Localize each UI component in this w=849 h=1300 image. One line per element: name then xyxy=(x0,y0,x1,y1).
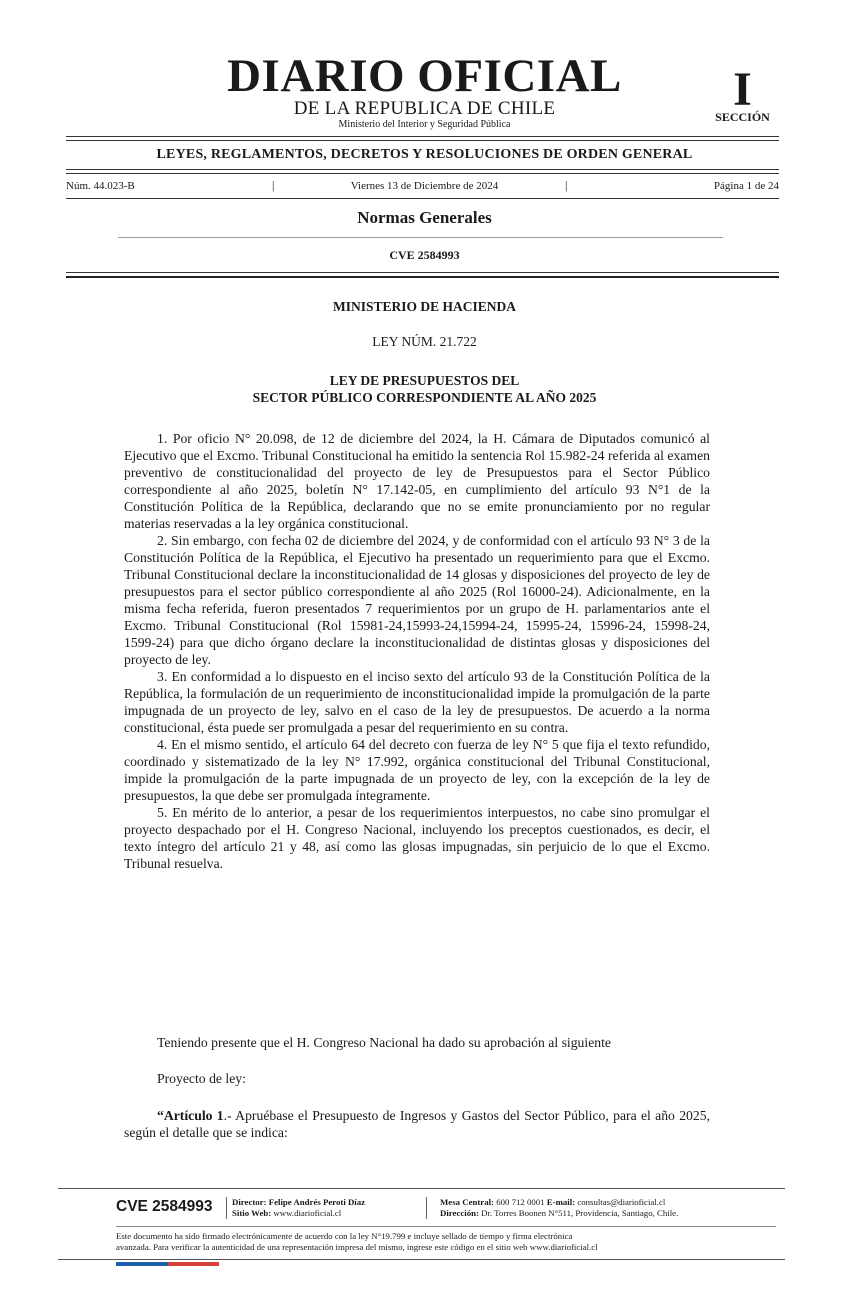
footer-director-block xyxy=(232,1197,365,1219)
divider xyxy=(66,169,779,170)
signature-note-line: avanzada. Para verificar la autenticidad de una representación impresa del mismo, ingrese este código en el sitio web www.diarioficial.cl xyxy=(116,1242,598,1252)
meta-separator: | xyxy=(272,178,275,192)
email-link[interactable]: consultas@diarioficial.cl xyxy=(577,1197,666,1207)
paragraph: 1. Por oficio N° 20.098, de 12 de diciembre del 2024, la H. Cámara de Diputados comunicó al Ejecutivo que el Excmo. Tribunal Constitucional ha emitido la sentencia Rol 15.982-24 referida al examen preventivo de constitucionalidad del proyecto de ley de Presupuestos para el Sector Público correspondiente al año 2025, boletín N° 17.142-05, en cumplimiento del artículo 93 N°1 de la Constitución Política de la República, declarando que no se emite pronunciamiento por no regular materias reservadas a la ley orgánica constitucional. xyxy=(124,431,710,531)
page-indicator: Página 1 de 24 xyxy=(713,180,779,192)
approval-text: Teniendo presente que el H. Congreso Nacional ha dado su aprobación al siguiente xyxy=(157,1035,612,1050)
email-label: E-mail: xyxy=(546,1197,576,1207)
footer-divider xyxy=(58,1188,785,1189)
cve-header: CVE 2584993 xyxy=(389,248,460,262)
section-bar-title: LEYES, REGLAMENTOS, DECRETOS Y RESOLUCIONES DE ORDEN GENERAL xyxy=(156,147,693,162)
issuing-ministry: MINISTERIO DE HACIENDA xyxy=(332,299,517,314)
article-1 xyxy=(124,1107,710,1141)
law-number: LEY NÚM. 21.722 xyxy=(372,334,477,349)
signature-note-line: Este documento ha sido firmado electrónicamente de acuerdo con la ley N°19.799 e incluye sellado de tiempo y firma electrónica xyxy=(116,1231,573,1241)
footer-divider xyxy=(58,1259,785,1260)
director-name: Felipe Andrés Peroti Díaz xyxy=(268,1197,366,1207)
address-label: Dirección: xyxy=(440,1208,479,1218)
phone-number: 600 712 0001 xyxy=(496,1197,545,1207)
signature-note xyxy=(116,1231,598,1253)
section-indicator xyxy=(700,63,785,125)
divider xyxy=(66,272,779,273)
divider xyxy=(118,237,723,238)
divider xyxy=(66,136,779,137)
divider xyxy=(66,198,779,199)
section-number: I xyxy=(733,63,752,116)
flag-stripe-blue xyxy=(116,1262,168,1266)
director-label: Director: xyxy=(232,1197,267,1207)
footer-cve: CVE 2584993 xyxy=(116,1198,213,1215)
divider xyxy=(66,276,779,278)
article-label: “Artículo 1 xyxy=(157,1108,224,1123)
address-text: Dr. Torres Boonen N°511, Providencia, Santiago, Chile. xyxy=(481,1208,679,1218)
mesa-label: Mesa Central: xyxy=(440,1197,494,1207)
document-body xyxy=(124,430,710,872)
masthead-ministry: Ministerio del Interior y Seguridad Pública xyxy=(338,119,511,130)
divider xyxy=(66,173,779,174)
category-title: Normas Generales xyxy=(357,208,492,227)
paragraph: 5. En mérito de lo anterior, a pesar de los requerimientos interpuestos, no cabe sino promulgar el proyecto despachado por el H. Congreso Nacional, incluyendo los preceptos cuestionados, es decir, el texto íntegro del artículo 21 y 48, así como las glosas impugnadas, sin perjuicio de lo que el Excmo. Tribunal resuelva. xyxy=(124,805,710,871)
project-label: Proyecto de ley: xyxy=(157,1071,246,1086)
meta-separator: | xyxy=(565,178,568,192)
law-title xyxy=(0,372,849,406)
footer-divider xyxy=(116,1226,776,1227)
law-title-line: SECTOR PÚBLICO CORRESPONDIENTE AL AÑO 2025 xyxy=(252,390,597,405)
masthead-title: DIARIO OFICIAL xyxy=(227,50,622,102)
footer-separator xyxy=(426,1197,427,1219)
flag-stripe-red xyxy=(168,1262,219,1266)
paragraph: 4. En el mismo sentido, el artículo 64 del decreto con fuerza de ley N° 5 que fija el texto refundido, coordinado y sistematizado de la ley N° 17.992, orgánica constitucional del Tribunal Constitucional, impide la promulgación de la parte impugnada de un proyecto de ley, con la excepción de la ley de presupuestos, la que debe ser promulgada íntegramente. xyxy=(124,737,710,803)
footer-separator xyxy=(226,1197,227,1219)
issue-date: Viernes 13 de Diciembre de 2024 xyxy=(350,180,499,192)
paragraph: 2. Sin embargo, con fecha 02 de diciembre del 2024, y de conformidad con el artículo 93 N° 3 de la Constitución Política de la República, el Ejecutivo ha presentado un requerimiento para que el Excmo. Tribunal Constitucional declare la inconstitucionalidad de 14 glosas y disposiciones del proyecto de ley de presupuestos para el sector público correspondiente al año 2025 (Rol 16000-24). Adicionalmente, en la misma fecha referida, fueron presentados 7 requerimientos por un grupo de H. parlamentarios ante el Excmo. Tribunal Constitucional (Rol 15981-24,15993-24,15994-24, 15995-24, 15996-24, 15998-24, 1599-24) para que dicho órgano declare la inconstitucionalidad de distintas glosas y disposiciones del proyecto de ley. xyxy=(124,533,710,667)
web-label: Sitio Web: xyxy=(232,1208,272,1218)
masthead-subtitle: DE LA REPUBLICA DE CHILE xyxy=(293,98,556,119)
footer-contact-block xyxy=(440,1197,678,1219)
website-link[interactable]: www.diarioficial.cl xyxy=(273,1208,342,1218)
divider xyxy=(66,140,779,141)
issue-number: Núm. 44.023-B xyxy=(66,180,135,192)
law-title-line: LEY DE PRESUPUESTOS DEL xyxy=(329,373,520,388)
section-label: SECCIÓN xyxy=(715,110,770,124)
paragraph: 3. En conformidad a lo dispuesto en el inciso sexto del artículo 93 de la Constitución Política de la República, la formulación de un requerimiento de inconstitucionalidad impide la promulgación de la parte impugnada de un proyecto de ley, salvo en el caso de la ley de presupuestos. De acuerdo a la norma constitucional, ésta puede ser promulgada a pesar del requerimiento en su contra. xyxy=(124,669,710,735)
article-text: .- Apruébase el Presupuesto de Ingresos y Gastos del Sector Público, para el año 2025, según el detalle que se indica: xyxy=(124,1108,711,1140)
